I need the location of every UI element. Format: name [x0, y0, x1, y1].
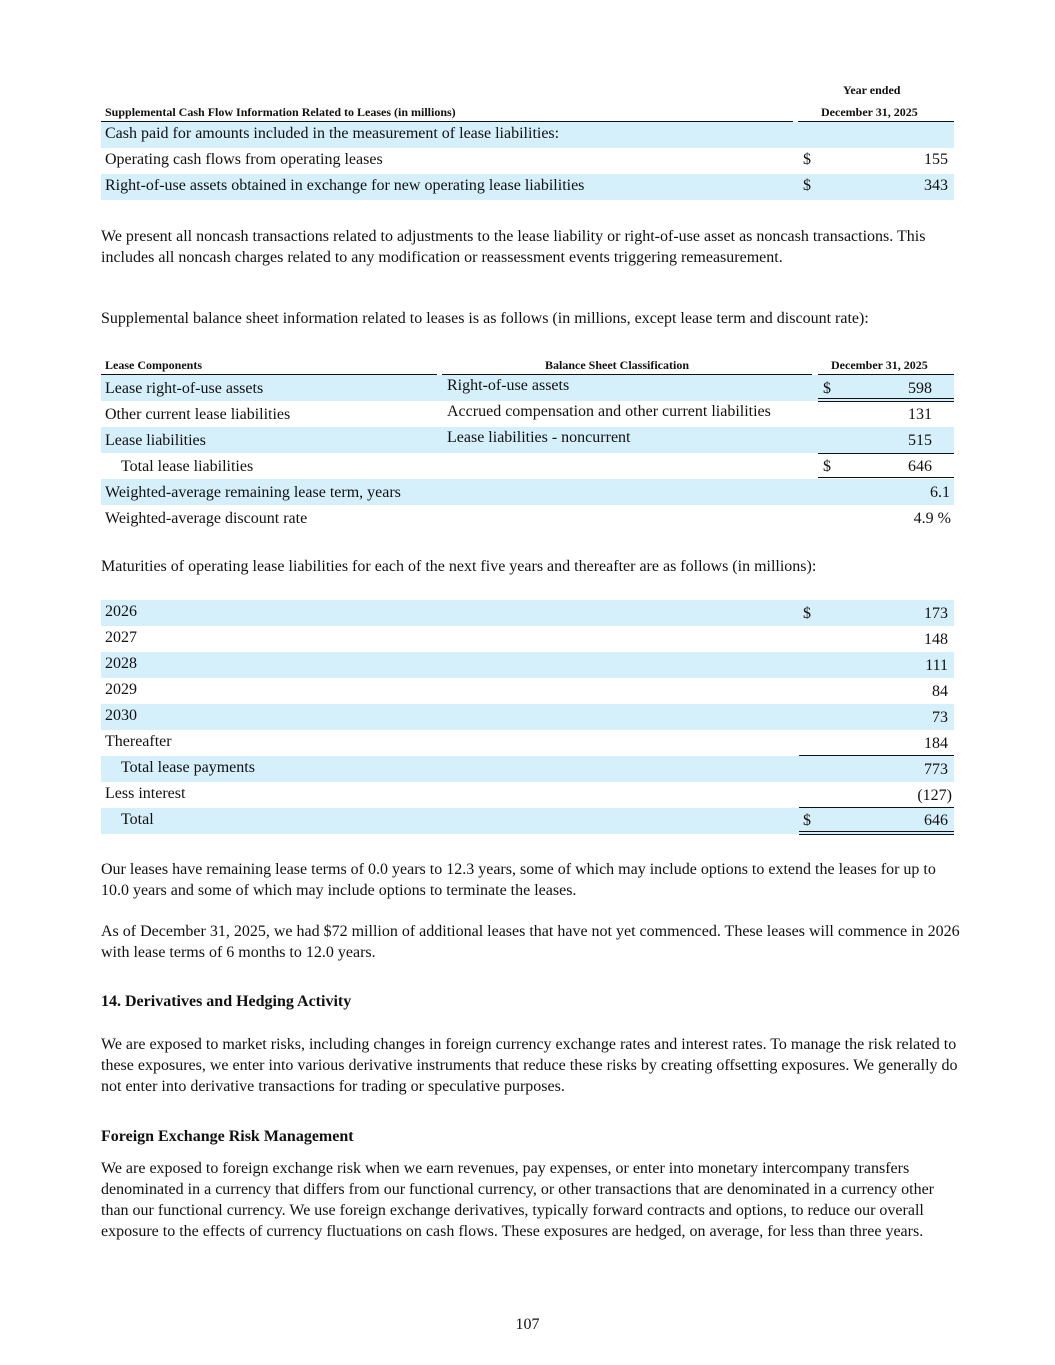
row-label: 2030 [105, 707, 137, 724]
table-row [101, 401, 954, 427]
row-value: 515 [908, 432, 932, 449]
balance-header-components: Lease Components [105, 358, 203, 372]
dollar-sign: $ [803, 812, 811, 829]
dollar-sign: $ [803, 605, 811, 622]
row-label: Less interest [105, 785, 186, 802]
table-row [101, 678, 954, 704]
row-label: Total [121, 811, 154, 828]
row-label: Weighted-average discount rate [105, 510, 308, 527]
row-label: Thereafter [105, 733, 172, 750]
row-value: 4.9 % [913, 510, 951, 527]
row-classification: Right-of-use assets [447, 377, 570, 394]
row-label: Weighted-average remaining lease term, years [105, 484, 401, 501]
table-row [101, 174, 954, 200]
row-value: (127) [917, 787, 952, 804]
row-value: 111 [925, 657, 948, 674]
cash-flow-header-year-line2: December 31, 2025 [821, 105, 918, 119]
row-value: 148 [924, 631, 948, 648]
row-value: 773 [924, 761, 948, 778]
paragraph-derivatives: We are exposed to market risks, including changes in foreign currency exchange rates and interest rates. To manage the risk related to these exposures, we enter into various derivative instruments that reduce these risks by creating offsetting exposures. We generally do not enter into derivative transactions for trading or speculative purposes. [101, 1036, 958, 1095]
double-rule [799, 831, 954, 835]
dollar-sign: $ [823, 458, 831, 475]
table-row [101, 427, 954, 453]
table-row [101, 479, 954, 505]
row-value: 173 [924, 605, 948, 622]
row-value: 155 [924, 151, 948, 168]
paragraph-fx-risk: We are exposed to foreign exchange risk when we earn revenues, pay expenses, or enter into monetary intercompany transfers denominated in a currency that differs from our functional currency, or other transactions that are denominated in a currency other than our functional currency. We use foreign exchange derivatives, typically forward contracts and options, to reduce our overall exposure to the effects of currency fluctuations on cash flows. These exposures are hedged, on average, for less than three years. [101, 1160, 934, 1240]
table-row [101, 148, 954, 174]
row-value: 84 [932, 683, 948, 700]
row-label: Operating cash flows from operating leases [105, 151, 383, 168]
page-number: 107 [515, 1316, 540, 1333]
row-value: 598 [908, 380, 932, 397]
table-row [101, 626, 954, 652]
row-value: 646 [908, 458, 932, 475]
row-label: 2028 [105, 655, 137, 672]
row-label: Total lease payments [121, 759, 255, 776]
table-row [101, 505, 954, 531]
paragraph-noncash: We present all noncash transactions related to adjustments to the lease liability or right-of-use asset as noncash transactions. This includes all noncash charges related to any modification or reassessment events triggering remeasurement. [101, 228, 926, 266]
paragraph-not-commenced: As of December 31, 2025, we had $72 million of additional leases that have not yet commenced. These leases will commence in 2026 with lease terms of 6 months to 12.0 years. [101, 923, 960, 961]
row-value: 73 [932, 709, 948, 726]
row-value: 131 [908, 406, 932, 423]
row-classification: Accrued compensation and other current liabilities [447, 403, 771, 420]
cash-flow-header-year-line1: Year ended [843, 83, 901, 97]
table-row [101, 600, 954, 626]
row-label: 2029 [105, 681, 137, 698]
row-label: Lease liabilities [105, 432, 206, 449]
row-value: 6.1 [930, 484, 950, 501]
cash-flow-header-label: Supplemental Cash Flow Information Related to Leases (in millions) [105, 105, 456, 119]
table-row [101, 730, 954, 756]
paragraph-lease-terms: Our leases have remaining lease terms of 0.0 years to 12.3 years, some of which may include options to extend the leases for up to 10.0 years and some of which may include options to terminate the leases. [101, 861, 936, 899]
row-classification: Lease liabilities - noncurrent [447, 429, 631, 446]
paragraph-maturities-intro: Maturities of operating lease liabilities for each of the next five years and thereafter are as follows (in millions): [101, 558, 817, 575]
table-row [101, 652, 954, 678]
dollar-sign: $ [823, 380, 831, 397]
balance-header-date: December 31, 2025 [831, 358, 928, 372]
table-row [101, 756, 954, 782]
table-row [101, 782, 954, 808]
row-value: 646 [924, 812, 948, 829]
row-label: 2027 [105, 629, 137, 646]
dollar-sign: $ [803, 151, 811, 168]
row-value: 184 [924, 735, 948, 752]
row-value: 343 [924, 177, 948, 194]
row-label: Total lease liabilities [121, 458, 254, 475]
table-row [101, 122, 954, 148]
section-heading-derivatives: 14. Derivatives and Hedging Activity [101, 993, 352, 1010]
row-label: Right-of-use assets obtained in exchange for new operating lease liabilities [105, 177, 585, 194]
row-label: Lease right-of-use assets [105, 380, 264, 397]
row-label: 2026 [105, 603, 137, 620]
section-heading-fx-risk: Foreign Exchange Risk Management [101, 1128, 354, 1145]
table-row [101, 704, 954, 730]
row-label: Other current lease liabilities [105, 406, 291, 423]
table-row [101, 453, 954, 479]
dollar-sign: $ [803, 177, 811, 194]
row-label: Cash paid for amounts included in the measurement of lease liabilities: [105, 125, 560, 142]
balance-header-classification: Balance Sheet Classification [545, 358, 689, 372]
paragraph-balance-intro: Supplemental balance sheet information related to leases is as follows (in millions, except lease term and discount rate): [101, 310, 869, 327]
